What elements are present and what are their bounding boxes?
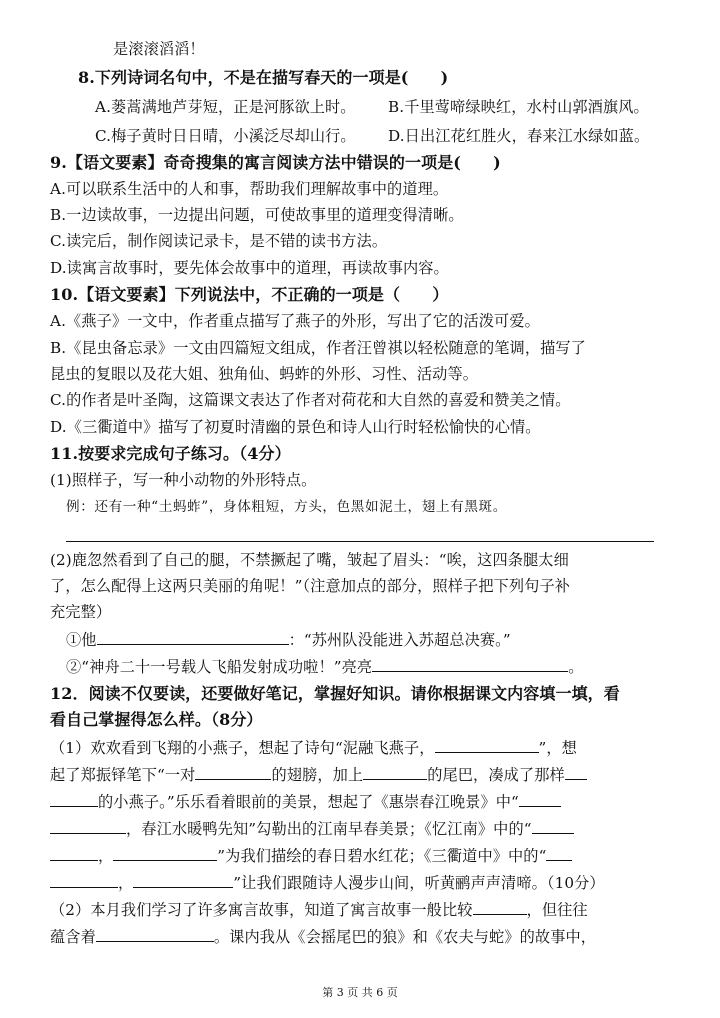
p1-line1 [50,737,577,759]
option-9c: C.读完后，制作阅读记录卡，是不错的读书方法。 [50,232,388,250]
example-sentence: 例：还有一种“土蚂蚱”，身体粗短，方头，色黑如泥土，翅上有黑斑。 [66,499,507,515]
question-11: 11.按要求完成句子练习。（4分） [50,444,291,463]
option-10d: D.《三衢道中》描写了初夏时清幽的景色和诗人山行时轻松愉快的心情。 [50,418,541,436]
text-segment: 的小燕子。”乐乐看着眼前的美景，想起了《惠崇春江晚景》中“ [98,793,519,811]
fill-blank[interactable] [546,845,572,861]
question-9: 9.【语文要素】奇奇搜集的寓言阅读方法中错误的一项是( ) [50,153,501,172]
fill-sentence-2 [66,656,584,678]
page-footer: 第 3 页 共 6 页 [322,986,398,999]
option-10b-line1: B.《昆虫备忘录》一文由四篇短文组成，作者汪曾祺以轻松随意的笔调，描写了 [50,339,586,357]
p2-line2 [50,926,596,948]
fill-blank[interactable] [435,737,539,753]
question-11-part2-line3: 充完整） [50,603,112,621]
text-segment: ”为我们描绘的春日碧水红花；《三衢道中》中的“ [217,847,547,865]
p1-line6 [50,872,605,894]
option-8c: C.梅子黄时日日晴，小溪泛尽却山行。 [95,127,356,145]
option-9a: A.可以联系生活中的人和事，帮助我们理解故事中的道理。 [50,180,449,198]
text-line: 是滚滚滔滔！ [113,40,205,58]
fill-sentence-1 [66,629,511,651]
fill-blank[interactable] [113,845,217,861]
fill-blank[interactable] [519,791,561,807]
fill-blank[interactable] [565,764,587,780]
question-8: 8.下列诗词名句中，不是在描写春天的一项是( ) [78,68,449,87]
answer-line[interactable] [66,541,654,542]
fill-blank[interactable] [532,818,574,834]
question-12-line2: 看自己掌握得怎么样。（8分） [50,710,263,729]
sentence-suffix: 。 [568,658,584,676]
text-segment: 蕴含着 [50,928,96,946]
text-segment: 起了郑振铎笔下“一对 [50,766,196,784]
text-segment: ， [98,847,114,865]
question-11-part2-line2: 了，怎么配得上这两只美丽的角呢！”（注意加点的部分，照样子把下列句子补 [50,577,571,595]
fill-blank[interactable] [195,764,271,780]
text-segment: ”让我们跟随诗人漫步山间，听黄鹂声声清啼。（10分） [233,874,605,892]
fill-blank[interactable] [372,656,568,672]
question-11-part1: (1)照样子，写一种小动物的外形特点。 [50,471,317,489]
sentence-suffix: ：“苏州队没能进入苏超总决赛。” [288,631,511,649]
option-8d: D.日出江花红胜火，春来江水绿如蓝。 [388,127,650,145]
fill-blank[interactable] [473,899,527,915]
option-8a: A.蒌蒿满地芦芽短，正是河豚欲上时。 [95,98,356,116]
text-segment: ”，想 [538,739,577,757]
text-segment: （2）本月我们学习了许多寓言故事，知道了寓言故事一般比较 [50,901,473,919]
option-9d: D.读寓言故事时，要先体会故事中的道理，再读故事内容。 [50,259,449,277]
p1-line5 [50,845,572,867]
text-segment: ， [118,874,134,892]
option-8b: B.千里莺啼绿映红，水村山郭酒旗风。 [388,98,649,116]
text-segment: ，春江水暖鸭先知”勾勒出的江南早春美景；《忆江南》中的“ [126,820,532,838]
p1-line3 [50,791,561,813]
option-10b-line2: 昆虫的复眼以及花大姐、独角仙、蚂蚱的外形、习性、活动等。 [50,365,479,383]
p2-line1 [50,899,588,921]
p1-line2 [50,764,587,786]
p1-line4 [50,818,574,840]
fill-blank[interactable] [363,764,427,780]
option-10c: C.的作者是叶圣陶，这篇课文表达了作者对荷花和大自然的喜爱和赞美之情。 [50,391,571,409]
fill-blank[interactable] [50,845,98,861]
option-10a: A.《燕子》一文中，作者重点描写了燕子的外形，写出了它的活泼可爱。 [50,312,540,330]
fill-blank[interactable] [133,872,233,888]
fill-blank[interactable] [97,629,289,645]
fill-blank[interactable] [96,926,214,942]
question-12-line1: 12．阅读不仅要读，还要做好笔记，掌握好知识。请你根据课文内容填一填，看 [50,684,620,703]
sentence-prefix: ②“神舟二十一号载人飞船发射成功啦！”亮亮 [66,658,373,676]
text-segment: ，但往往 [526,901,588,919]
fill-blank[interactable] [50,872,118,888]
fill-blank[interactable] [50,818,126,834]
text-segment: 的尾巴，凑成了那样 [427,766,565,784]
sentence-prefix: ①他 [66,631,97,649]
option-9b: B.一边读故事，一边提出问题，可使故事里的道理变得清晰。 [50,206,464,224]
text-segment: （1）欢欢看到飞翔的小燕子，想起了诗句“泥融飞燕子， [50,739,435,757]
text-segment: 。课内我从《会摇尾巴的狼》和《农夫与蛇》的故事中， [213,928,597,946]
fill-blank[interactable] [50,791,98,807]
text-segment: 的翅膀，加上 [271,766,364,784]
question-10: 10.【语文要素】下列说法中，不正确的一项是（ ） [50,285,449,304]
question-11-part2-line1: (2)鹿忽然看到了自己的腿，不禁撅起了嘴，皱起了眉头：“唉，这四条腿太细 [50,551,569,569]
